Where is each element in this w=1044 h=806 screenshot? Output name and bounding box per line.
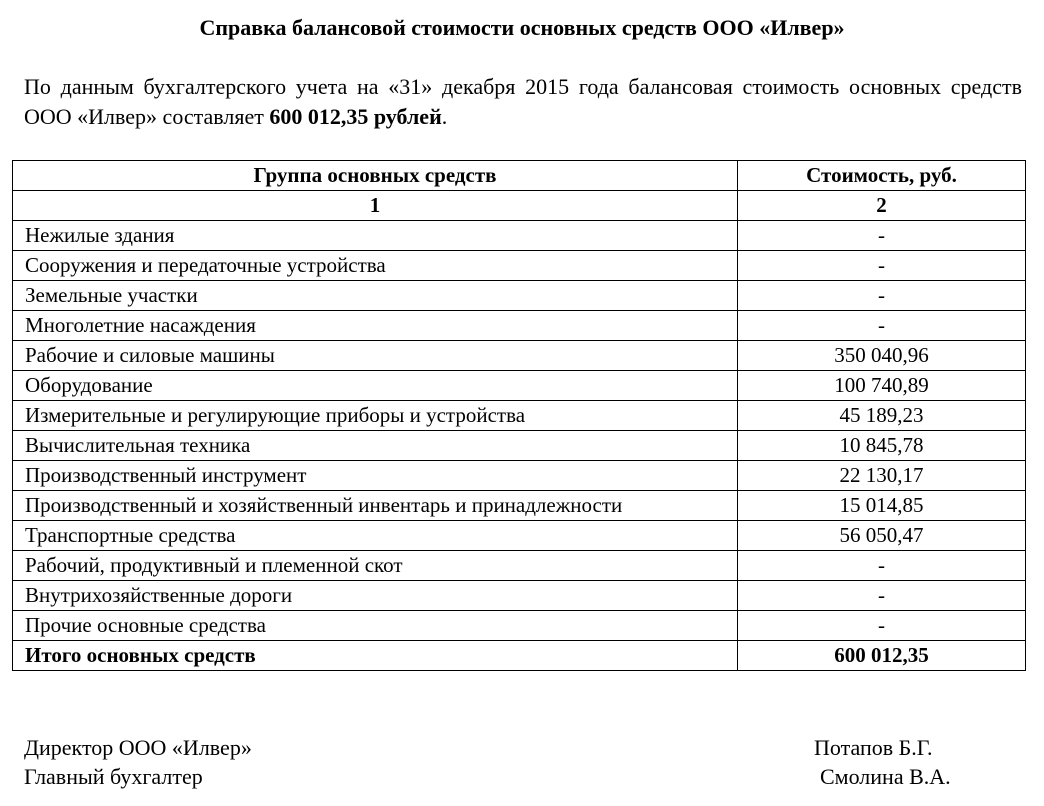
asset-group-value: - — [738, 611, 1026, 641]
intro-text: По данным бухгалтерского учета на «31» декабря 2015 года балансовая стоимость основных средств ООО «Илвер» составляет — [24, 74, 1022, 129]
asset-group-name: Рабочие и силовые машины — [13, 341, 738, 371]
asset-group-value: 22 130,17 — [738, 461, 1026, 491]
accountant-title: Главный бухгалтер — [24, 764, 203, 789]
colnum-2: 2 — [738, 191, 1026, 221]
asset-group-name: Земельные участки — [13, 281, 738, 311]
table-row — [13, 371, 1026, 401]
asset-group-name: Оборудование — [13, 371, 738, 401]
asset-group-name: Нежилые здания — [13, 221, 738, 251]
table-row — [13, 281, 1026, 311]
table-row — [13, 401, 1026, 431]
asset-group-value: - — [738, 281, 1026, 311]
table-body — [13, 221, 1026, 671]
header-cost: Стоимость, руб. — [738, 161, 1026, 191]
accountant-name: Смолина В.А. — [820, 764, 951, 789]
asset-group-name: Транспортные средства — [13, 521, 738, 551]
table-row — [13, 311, 1026, 341]
director-title: Директор ООО «Илвер» — [24, 735, 252, 760]
table-row — [13, 431, 1026, 461]
asset-group-name: Многолетние насаждения — [13, 311, 738, 341]
intro-paragraph — [24, 72, 1022, 132]
table-row — [13, 491, 1026, 521]
asset-group-value: 45 189,23 — [738, 401, 1026, 431]
colnum-1: 1 — [13, 191, 738, 221]
intro-end: . — [441, 104, 448, 129]
header-group: Группа основных средств — [13, 161, 738, 191]
director-name: Потапов Б.Г. — [814, 735, 933, 760]
table-row — [13, 251, 1026, 281]
asset-group-value: 15 014,85 — [738, 491, 1026, 521]
asset-group-name: Рабочий, продуктивный и племенной скот — [13, 551, 738, 581]
asset-group-value: 10 845,78 — [738, 431, 1026, 461]
asset-group-value: - — [738, 581, 1026, 611]
table-row — [13, 461, 1026, 491]
table-row — [13, 521, 1026, 551]
total-row — [13, 641, 1026, 671]
asset-group-name: Измерительные и регулирующие приборы и устройства — [13, 401, 738, 431]
table-row — [13, 341, 1026, 371]
total-label: Итого основных средств — [13, 641, 738, 671]
assets-table — [12, 160, 1026, 671]
asset-group-name: Производственный и хозяйственный инвентарь и принадлежности — [13, 491, 738, 521]
table-row — [13, 221, 1026, 251]
table-header-row — [13, 161, 1026, 191]
asset-group-value: - — [738, 311, 1026, 341]
asset-group-name: Вычислительная техника — [13, 431, 738, 461]
asset-group-value: 100 740,89 — [738, 371, 1026, 401]
asset-group-value: 350 040,96 — [738, 341, 1026, 371]
asset-group-value: - — [738, 221, 1026, 251]
asset-group-value: - — [738, 251, 1026, 281]
table-colnum-row — [13, 191, 1026, 221]
asset-group-name: Прочие основные средства — [13, 611, 738, 641]
asset-group-name: Производственный инструмент — [13, 461, 738, 491]
asset-group-name: Сооружения и передаточные устройства — [13, 251, 738, 281]
intro-amount: 600 012,35 рублей — [269, 104, 442, 129]
document-title: Справка балансовой стоимости основных средств ООО «Илвер» — [199, 15, 845, 40]
asset-group-value: - — [738, 551, 1026, 581]
table-row — [13, 611, 1026, 641]
table-row — [13, 581, 1026, 611]
asset-group-value: 56 050,47 — [738, 521, 1026, 551]
table-row — [13, 551, 1026, 581]
total-value: 600 012,35 — [738, 641, 1026, 671]
asset-group-name: Внутрихозяйственные дороги — [13, 581, 738, 611]
